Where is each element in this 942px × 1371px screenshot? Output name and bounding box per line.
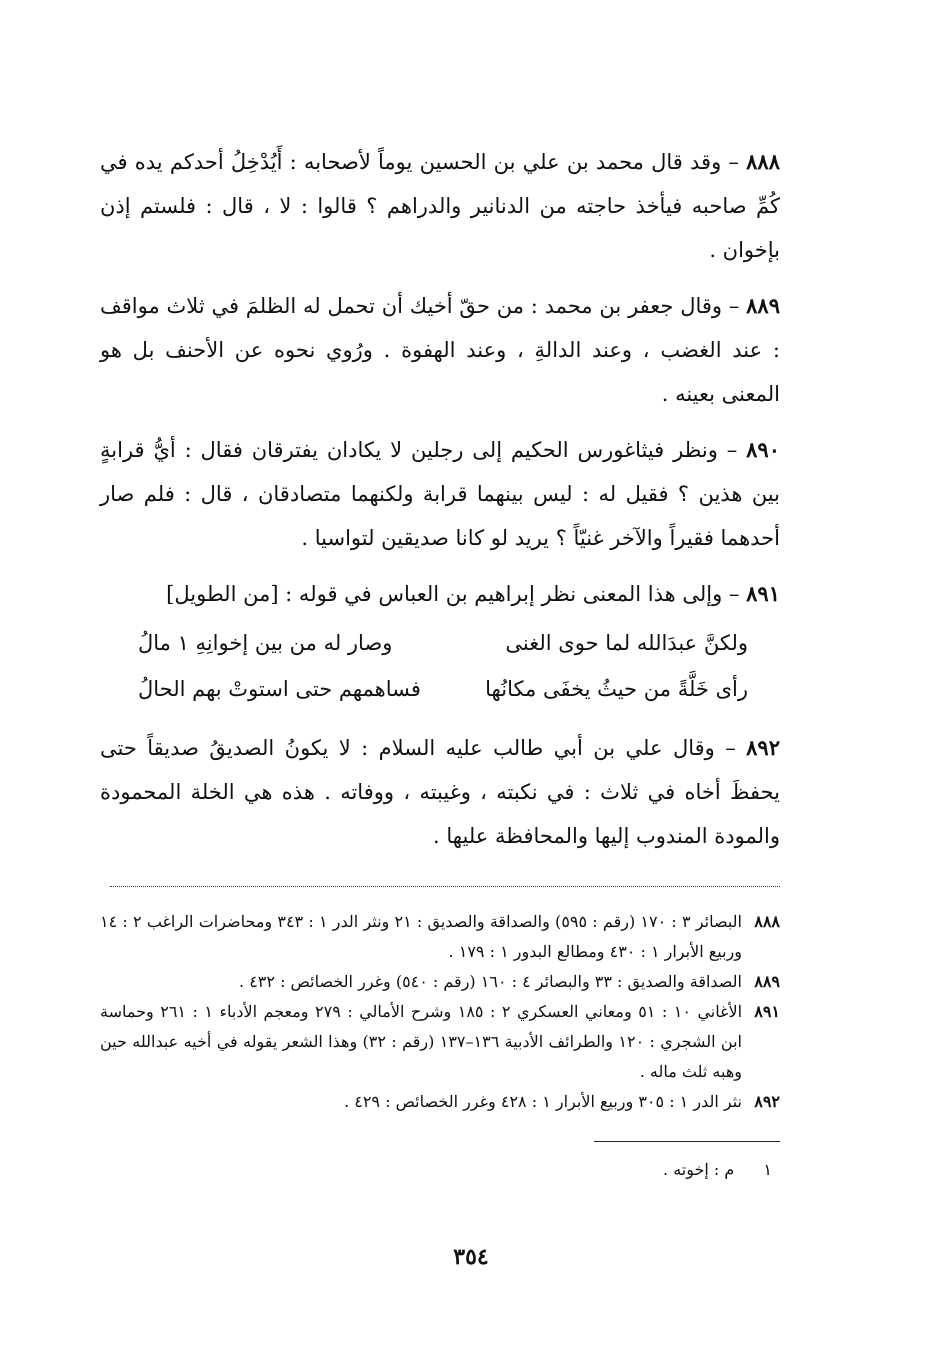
paragraph-number: ٨٨٩: [746, 293, 780, 318]
verse-line: [100, 620, 780, 666]
footnote-divider: [594, 1141, 780, 1142]
paragraph-text: – وقال جعفر بن محمد : من حقّ أخيك أن تحمل له الظلمَ في ثلاث مواقف : عند الغضب ، وعند الدالةِ ، وعند الهفوة . ورُوي نحوه عن الأحنف بل هو المعنى بعينه .: [100, 294, 780, 406]
footnote-text: م : إخوته .: [663, 1160, 735, 1179]
footnote-mark: ١: [763, 1160, 772, 1179]
paragraph-text: – وقال علي بن أبي طالب عليه السلام : لا يكونُ الصديقُ صديقاً حتى يحفظَ أخاه في ثلاث : في نكبته ، وغيبته ، ووفاته . هذه هي الخلة المحمودة والمودة المندوب إليها والمحافظة عليها .: [100, 736, 780, 848]
reference-number: ٨٩٢: [754, 1092, 780, 1111]
reference-text: الصداقة والصديق : ٣٣ والبصائر ٤ : ١٦٠ (رقم : ٥٤٠) وغرر الخصائص : ٤٣٢ .: [239, 972, 742, 991]
paragraph-892: [100, 726, 780, 858]
verse-first-hemistich: ولكنَّ عبدَالله لما حوى الغنى: [505, 631, 748, 655]
reference-text: البصائر ٣ : ١٧٠ (رقم : ٥٩٥) والصداقة والصديق : ٢١ ونثر الدر ١ : ٣٤٣ ومحاضرات الراغب ٢ : ١٤ وربيع الأبرار ١ : ٤٣٠ ومطالع البدور ١ : ١٧٩ .: [100, 912, 743, 961]
paragraph-number: ٨٨٨: [746, 149, 780, 174]
paragraph-number: ٨٩١: [746, 581, 780, 606]
reference-text: نثر الدر ١ : ٣٠٥ وربيع الأبرار ١ : ٤٢٨ وغرر الخصائص : ٤٢٩ .: [344, 1092, 742, 1111]
reference-number: ٨٨٨: [754, 912, 780, 931]
references-list: [100, 907, 780, 1117]
verse-second-hemistich: فساهمهم حتى استوتْ بهم الحالُ: [138, 677, 421, 701]
paragraph-890: [100, 428, 780, 560]
reference-text: الأغاني ١٠ : ٥١ ومعاني العسكري ٢ : ١٨٥ وشرح الأمالي : ٢٧٩ ومعجم الأدباء ١ : ٢٦١ وحماسة ابن الشجري : ١٢٠ والطرائف الأدبية ١٣٦–١٣٧ (رقم : ٣٢) وهذا الشعر يقوله في أخيه عبدالله حين وهبه ثلث ماله .: [100, 1002, 743, 1081]
reference-item: [100, 1087, 780, 1117]
verse-first-hemistich: رأى خَلَّةً من حيثُ يخفَى مكانُها: [485, 677, 748, 701]
paragraph-text: – ونظر فيثاغورس الحكيم إلى رجلين لا يكادان يفترقان فقال : أيُّ قرابةٍ بين هذين ؟ فقيل له : ليس بينهما قرابة ولكنهما متصادقان ، قال : فلم صار أحدهما فقيراً والآخر غنيّاً ؟ يريد لو كانا صديقين لتواسيا .: [100, 438, 780, 550]
paragraph-number: ٨٩٠: [746, 437, 780, 462]
reference-number: ٨٩١: [754, 1002, 780, 1021]
paragraph-text: – وقد قال محمد بن علي بن الحسين يوماً لأصحابه : أَيُدْخِلُ أحدكم يده في كُمِّ صاحبه فيأخذ حاجته من الدنانير والدراهم ؟ قالوا : لا ، قال : فلستم إذن بإخوان .: [100, 150, 780, 262]
paragraph-889: [100, 284, 780, 416]
reference-item: [100, 997, 780, 1087]
reference-number: ٨٨٩: [754, 972, 780, 991]
poem-intro: [100, 572, 780, 616]
verse-line: [100, 666, 780, 712]
poem-891: [100, 572, 780, 712]
verse-second-hemistich: وصار له من بين إخوانِهِ ١ مالُ: [138, 631, 393, 655]
page-body: [100, 140, 780, 1184]
page-number: ٣٥٤: [453, 1244, 489, 1270]
reference-item: [100, 907, 780, 967]
reference-item: [100, 967, 780, 997]
footnote: [100, 1156, 780, 1184]
poem-intro-text: – وإلى هذا المعنى نظر إبراهيم بن العباس في قوله : [من الطويل]: [166, 582, 740, 606]
paragraph-888: [100, 140, 780, 272]
paragraph-number: ٨٩٢: [746, 735, 780, 760]
references-divider: [110, 886, 780, 887]
